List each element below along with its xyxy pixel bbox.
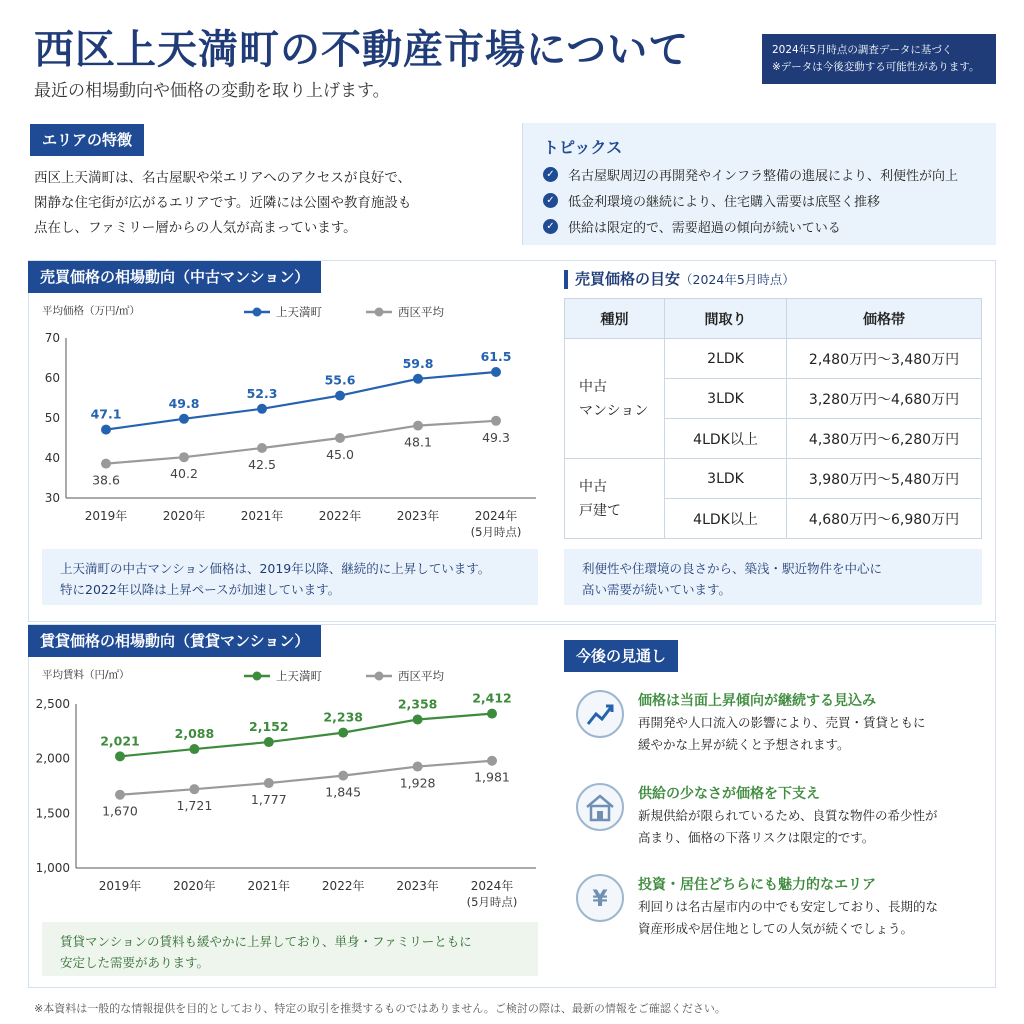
- outlook-body: [638, 805, 938, 849]
- data-point: [487, 756, 497, 766]
- table-header: 種別: [565, 299, 665, 339]
- y-tick-label: 1,000: [35, 861, 70, 875]
- x-tick-label: 2022年: [321, 879, 365, 893]
- series-line: [106, 372, 496, 430]
- data-point: [491, 416, 501, 426]
- series-line: [106, 421, 496, 464]
- table-callout-line-2: 高い需要が続いています。: [582, 582, 732, 597]
- y-tick-label: 40: [44, 451, 60, 465]
- rent-callout-line-1: 賃貸マンションの賃料も緩やかに上昇しており、単身・ファミリーともに: [60, 934, 472, 949]
- legend-label: 西区平均: [398, 305, 444, 319]
- data-point: [335, 391, 345, 401]
- data-label: 1,981: [474, 769, 510, 785]
- table-cell-price: 2,480万円〜3,480万円: [787, 339, 982, 379]
- outlook-head: 価格は当面上昇傾向が継続する見込み: [638, 693, 876, 709]
- page-subtitle: 最近の相場動向や価格の変動を取り上げます。: [34, 81, 390, 101]
- data-label: 1,845: [325, 784, 362, 800]
- footer-disclaimer: ※本資料は一般的な情報提供を目的としており、特定の取引を推奨するものではありません。ご検討の際は、最新の情報をご確認ください。: [34, 1002, 726, 1015]
- data-label: 48.1: [404, 434, 432, 450]
- data-label: 2,021: [100, 733, 140, 749]
- data-point: [189, 784, 199, 794]
- data-point: [338, 728, 348, 738]
- outlook-line: 資産形成や居住地としての人気が続くでしょう。: [638, 921, 914, 936]
- check-icon: ✓: [543, 167, 558, 182]
- y-tick-label: 60: [44, 371, 60, 385]
- data-point: [413, 715, 423, 725]
- area-line-1: 西区上天満町は、名古屋駅や栄エリアへのアクセスが良好で、: [34, 170, 412, 186]
- data-label: 1,777: [250, 792, 287, 808]
- data-label: 1,928: [399, 775, 436, 791]
- y-axis-label: 平均価格（万円/㎡）: [42, 305, 141, 317]
- check-icon: ✓: [543, 193, 558, 208]
- area-tab: エリアの特徴: [30, 124, 144, 156]
- data-point: [257, 443, 267, 453]
- data-label: 2,088: [174, 726, 215, 742]
- data-label: 2,358: [397, 696, 438, 712]
- data-label: 55.6: [324, 372, 356, 388]
- kind-line: 中古: [579, 478, 607, 495]
- data-point: [413, 762, 423, 772]
- data-note-box: [762, 34, 996, 84]
- y-tick-label: 1,500: [35, 806, 70, 821]
- x-tick-label: 2022年: [318, 509, 362, 523]
- price-table-heading-text: 売買価格の目安: [575, 270, 681, 288]
- table-cell-price: 4,680万円〜6,980万円: [787, 499, 982, 539]
- table-kind-cell: [565, 339, 665, 459]
- price-table-heading-note: （2024年5月時点）: [680, 272, 795, 287]
- x-tick-note: (5月時点): [466, 895, 518, 909]
- topics-box: [522, 123, 996, 245]
- data-point: [115, 790, 125, 800]
- data-point: [101, 425, 111, 435]
- topic-item: [543, 217, 841, 236]
- data-point: [179, 414, 189, 424]
- table-row: [565, 459, 982, 499]
- data-point: [338, 771, 348, 781]
- data-label: 2,152: [249, 719, 289, 735]
- x-tick-label: 2019年: [84, 509, 128, 523]
- data-label: 45.0: [326, 447, 354, 462]
- y-tick-label: 2,000: [35, 751, 70, 766]
- topics-title: トピックス: [543, 138, 623, 157]
- topic-item: [543, 165, 958, 184]
- table-cell-layout: 4LDK以上: [665, 499, 787, 539]
- topic-item: [543, 191, 880, 210]
- check-icon: ✓: [543, 219, 558, 234]
- x-tick-label: 2024年: [474, 509, 518, 523]
- y-tick-label: 30: [44, 491, 60, 505]
- legend-marker: [375, 672, 384, 681]
- rent-chart-tab: 賃貸価格の相場動向（賃貸マンション）: [28, 625, 321, 657]
- topic-text: 名古屋駅周辺の再開発やインフラ整備の進展により、利便性が向上: [568, 169, 959, 184]
- x-tick-label: 2024年: [470, 879, 514, 893]
- data-point: [101, 459, 111, 469]
- y-tick-label: 50: [44, 411, 60, 425]
- topic-text: 低金利環境の継続により、住宅購入需要は底堅く推移: [568, 195, 881, 210]
- sale-price-chart: [34, 296, 544, 544]
- area-description: [34, 166, 504, 241]
- outlook-item: [576, 690, 986, 770]
- data-label: 49.3: [482, 429, 510, 445]
- kind-line: 中古: [579, 378, 607, 395]
- data-point: [179, 452, 189, 462]
- data-point: [189, 744, 199, 754]
- table-row: [565, 339, 982, 379]
- legend-label: 上天満町: [276, 305, 322, 319]
- data-label: 47.1: [90, 406, 122, 422]
- data-label: 52.3: [246, 385, 278, 401]
- data-label: 1,721: [176, 798, 213, 814]
- house-icon: [576, 783, 624, 831]
- data-label: 38.6: [92, 472, 120, 488]
- area-line-2: 閑静な住宅街が広がるエリアです。近隣には公園や教育施設も: [34, 195, 412, 211]
- topic-text: 供給は限定的で、需要超過の傾向が続いている: [568, 221, 841, 236]
- table-cell-layout: 4LDK以上: [665, 419, 787, 459]
- data-point: [491, 367, 501, 377]
- outlook-line: 新規供給が限られているため、良質な物件の希少性が: [638, 808, 938, 823]
- legend-marker: [375, 308, 384, 317]
- y-tick-label: 2,500: [35, 697, 70, 711]
- data-label: 2,412: [472, 690, 512, 706]
- data-point: [487, 709, 497, 719]
- legend-marker: [253, 672, 262, 681]
- table-callout-line-1: 利便性や住環境の良さから、築浅・駅近物件を中心に: [582, 561, 883, 576]
- svg-text:¥: ¥: [592, 887, 608, 912]
- price-table: [564, 298, 982, 539]
- outlook-body: [638, 712, 926, 756]
- data-point: [264, 737, 274, 747]
- y-tick-label: 70: [44, 331, 60, 345]
- note-line-2: ※データは今後変動する可能性があります。: [772, 61, 980, 73]
- table-cell-layout: 2LDK: [665, 339, 787, 379]
- x-tick-label: 2019年: [98, 879, 142, 893]
- data-label: 2,238: [323, 709, 363, 725]
- data-point: [413, 374, 423, 384]
- outlook-tab: 今後の見通し: [564, 640, 678, 672]
- trend-up-icon: [576, 690, 624, 738]
- legend-label: 西区平均: [398, 669, 444, 683]
- table-cell-layout: 3LDK: [665, 379, 787, 419]
- data-label: 1,670: [102, 803, 138, 819]
- table-kind-cell: [565, 459, 665, 539]
- data-point: [115, 751, 125, 761]
- x-tick-label: 2021年: [240, 509, 284, 523]
- outlook-body: [638, 896, 938, 940]
- outlook-line: 緩やかな上昇が続くと予想されます。: [638, 737, 850, 752]
- data-point: [413, 421, 423, 431]
- kind-line: マンション: [579, 402, 649, 419]
- data-label: 49.8: [168, 395, 200, 411]
- table-header: 間取り: [665, 299, 787, 339]
- data-point: [264, 778, 274, 788]
- page-title: 西区上天満町の不動産市場について: [34, 27, 690, 73]
- outlook-line: 利回りは名古屋市内の中でも安定しており、長期的な: [638, 899, 939, 914]
- sale-callout-line-1: 上天満町の中古マンション価格は、2019年以降、継続的に上昇しています。: [60, 561, 491, 576]
- table-cell-price: 4,380万円〜6,280万円: [787, 419, 982, 459]
- data-point: [335, 433, 345, 443]
- table-header-row: [565, 299, 982, 339]
- outlook-line: 再開発や人口流入の影響により、売買・賃貸ともに: [638, 715, 926, 730]
- rent-price-chart: [34, 660, 544, 916]
- note-line-1: 2024年5月時点の調査データに基づく: [772, 44, 953, 56]
- legend-marker: [253, 308, 262, 317]
- data-label: 61.5: [480, 349, 512, 364]
- x-tick-label: 2023年: [396, 509, 440, 523]
- kind-line: 戸建て: [579, 502, 621, 519]
- outlook-head: 投資・居住どちらにも魅力的なエリア: [638, 877, 876, 893]
- data-label: 40.2: [170, 466, 198, 482]
- y-axis-label: 平均賃料（円/㎡）: [42, 669, 130, 681]
- x-tick-label: 2020年: [162, 509, 206, 523]
- area-line-3: 点在し、ファミリー層からの人気が高まっています。: [34, 220, 357, 236]
- sale-chart-tab: 売買価格の相場動向（中古マンション）: [28, 261, 321, 293]
- table-header: 価格帯: [787, 299, 982, 339]
- x-tick-note: (5月時点): [470, 525, 522, 539]
- sale-callout: [42, 549, 538, 605]
- x-tick-label: 2021年: [247, 879, 291, 893]
- x-tick-label: 2023年: [396, 879, 439, 893]
- yen-icon: [576, 874, 624, 922]
- x-tick-label: 2020年: [173, 879, 216, 893]
- data-label: 59.8: [402, 355, 434, 371]
- data-label: 42.5: [248, 457, 276, 472]
- data-point: [257, 404, 267, 414]
- series-line: [120, 761, 492, 795]
- price-table-heading: [564, 270, 795, 289]
- outlook-line: 高まり、価格の下落リスクは限定的です。: [638, 830, 875, 845]
- table-cell-price: 3,280万円〜4,680万円: [787, 379, 982, 419]
- table-cell-price: 3,980万円〜5,480万円: [787, 459, 982, 499]
- sale-callout-line-2: 特に2022年以降は上昇ペースが加速しています。: [60, 582, 341, 597]
- table-callout: [564, 549, 982, 605]
- outlook-item: [576, 783, 986, 863]
- table-cell-layout: 3LDK: [665, 459, 787, 499]
- rent-callout-line-2: 安定した需要があります。: [60, 955, 210, 970]
- outlook-item: [576, 874, 986, 954]
- outlook-head: 供給の少なさが価格を下支え: [638, 786, 820, 802]
- legend-label: 上天満町: [276, 669, 322, 683]
- rent-callout: [42, 922, 538, 976]
